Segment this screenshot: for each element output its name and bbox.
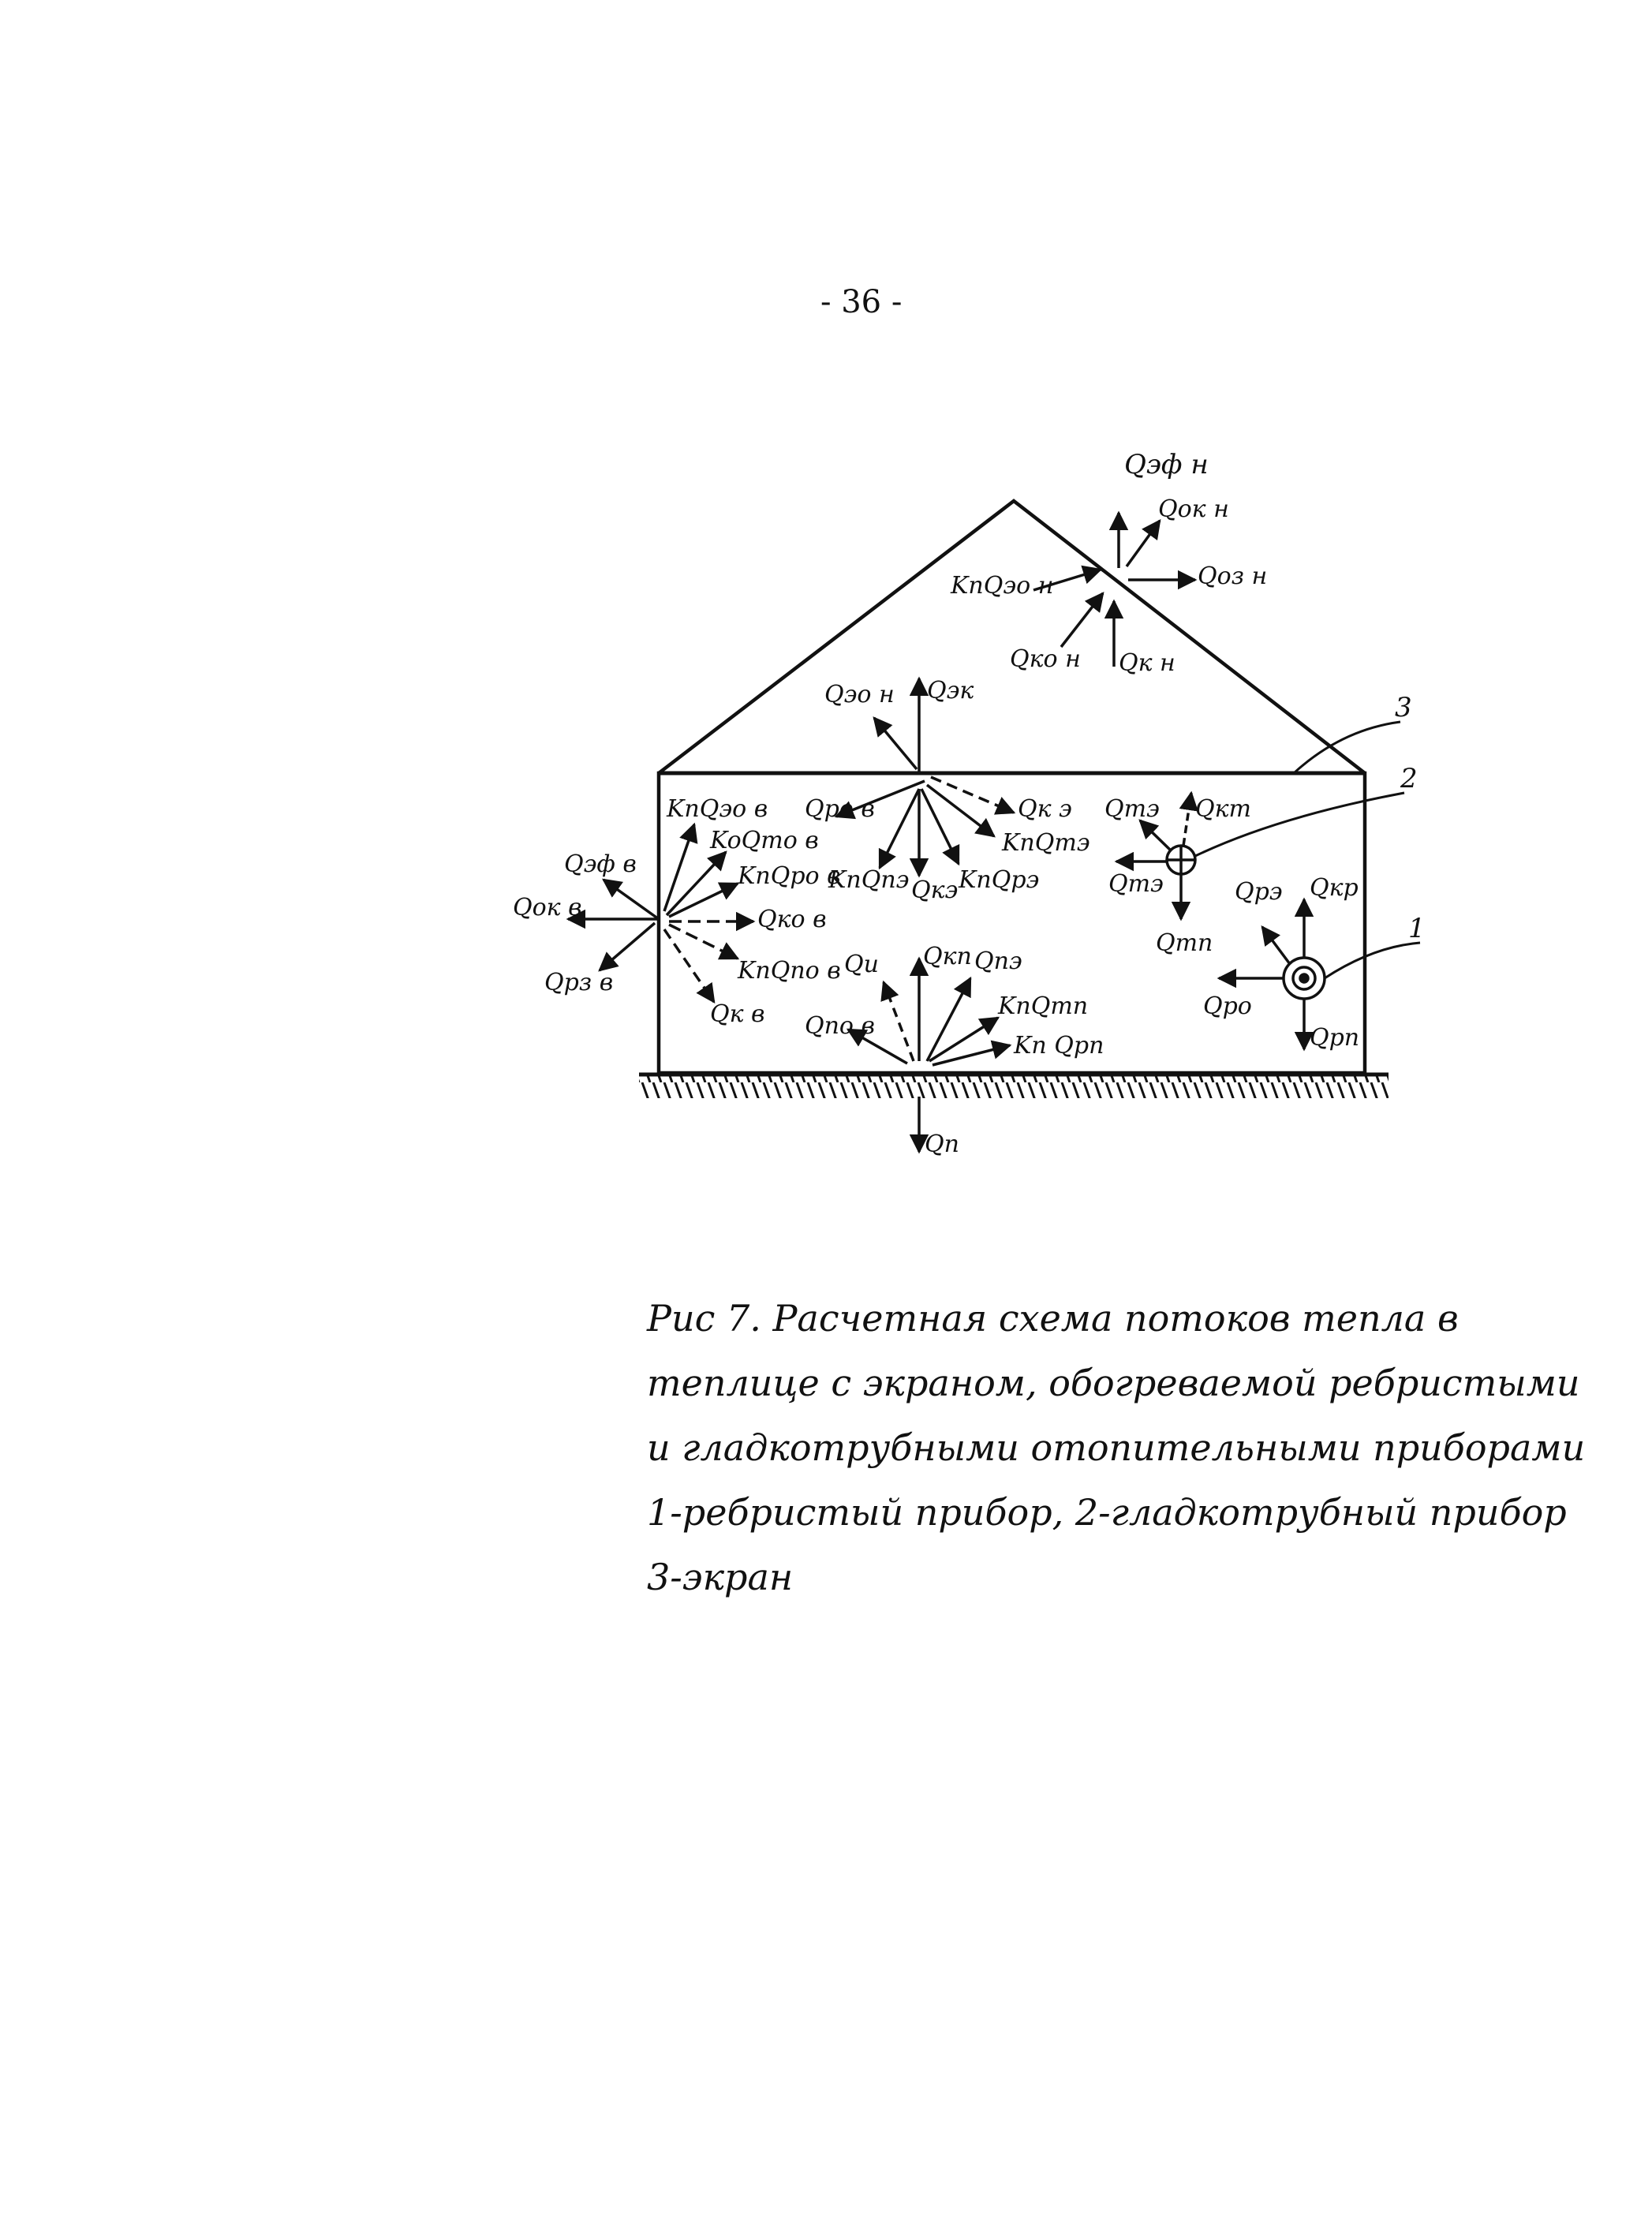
label-q-ok-n: Qок н	[1158, 495, 1229, 523]
label-q-p: Qп	[925, 1131, 959, 1158]
label-q-ro-v: Qро в	[805, 795, 875, 823]
label-q-po-v: Qпо в	[805, 1012, 875, 1040]
label-q-kr: Qкр	[1310, 874, 1359, 902]
callout-3: 3	[1395, 692, 1412, 723]
label-q-k-v: Qк в	[710, 1000, 765, 1028]
label-ko-q-to-v: KoQто в	[710, 827, 819, 854]
label-q-kt: Qкт	[1195, 795, 1251, 823]
label-q-rz-v: Qрз в	[544, 969, 614, 996]
callout-2: 2	[1400, 763, 1418, 794]
caption-line-4: 1-ребристый прибор, 2-гладкотрубный прибор	[647, 1491, 1567, 1534]
label-q-ko-n: Qко н	[1010, 645, 1081, 673]
label-q-ko-v: Qко в	[757, 906, 827, 933]
label-q-k-e: Qк э	[1018, 795, 1072, 823]
label-q-ef-v: Qэф в	[564, 850, 637, 878]
label-q-re: Qрэ	[1235, 878, 1283, 906]
label-kn-q-ro-v: KnQро в	[738, 862, 841, 890]
label-kn-q-te: KnQтэ	[1002, 829, 1090, 857]
label-kn-q-tp: KnQтп	[998, 992, 1089, 1020]
label-kn-q-eo-v: KnQэо в	[667, 795, 768, 823]
label-q-te-top: Qтэ	[1104, 795, 1160, 823]
caption-line-3: и гладкотрубными отопительными приборами	[647, 1426, 1586, 1469]
label-q-rp: Qрп	[1310, 1024, 1360, 1052]
ground-hatching	[639, 1076, 1389, 1098]
label-q-k-n: Qк н	[1119, 649, 1175, 677]
page-number: - 36 -	[820, 284, 903, 320]
label-q-ek: Qэк	[927, 677, 974, 704]
label-q-kp: Qкп	[923, 943, 972, 970]
label-kn-q-po-v: KnQпо в	[738, 957, 841, 985]
caption-line-2: теплице с экраном, обогреваемой ребристыми	[647, 1362, 1580, 1404]
caption-line-1: Рис 7. Расчетная схема потоков тепла в	[647, 1297, 1459, 1340]
caption-line-5: 3-экран	[647, 1556, 794, 1598]
label-q-ke: Qкэ	[911, 876, 959, 904]
label-q-oz-n: Qоз н	[1198, 562, 1268, 590]
label-q-eo-n: Qэо н	[824, 681, 895, 708]
label-kn-q-rp: Kn Qрп	[1014, 1032, 1104, 1060]
label-kn-q-re: KnQрэ	[959, 866, 1040, 894]
label-q-ef-n: Qэф н	[1124, 449, 1209, 480]
label-q-ok-v: Qок в	[513, 894, 582, 921]
label-q-pe: Qпэ	[974, 947, 1022, 975]
figure-caption	[647, 1286, 1594, 1609]
label-kn-q-pe: KnQпэ	[828, 866, 910, 894]
label-q-ro: Qро	[1203, 992, 1252, 1020]
callout-1: 1	[1408, 913, 1426, 944]
label-q-i: Qи	[844, 951, 879, 978]
greenhouse-roof	[659, 501, 1365, 773]
label-kn-q-eo-n: KnQэо н	[951, 572, 1054, 600]
label-q-tp: Qтп	[1156, 929, 1213, 957]
label-q-te-left: Qтэ	[1108, 870, 1164, 898]
